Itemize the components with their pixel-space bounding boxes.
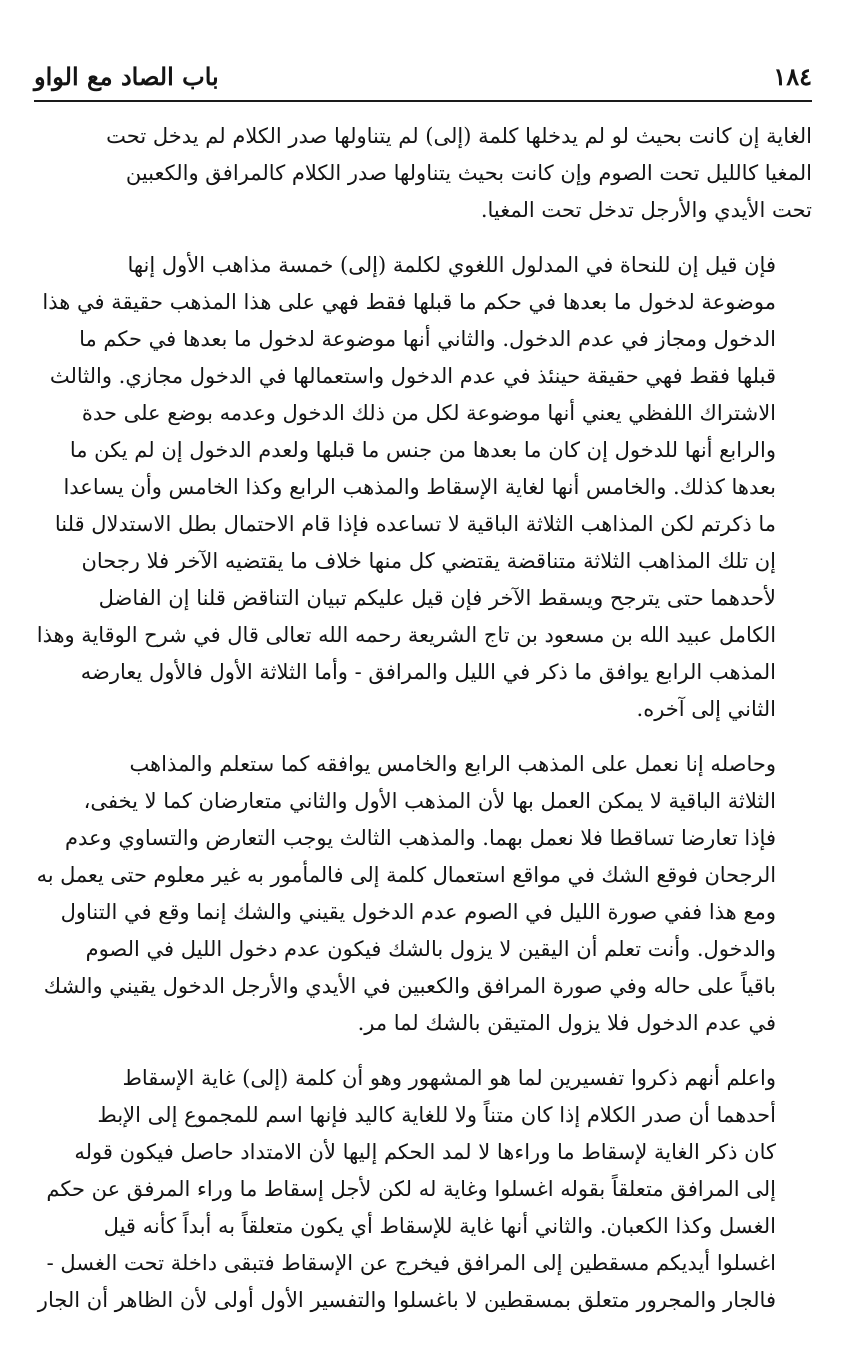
text-line: أحدهما أن صدر الكلام إذا كان متناً ولا للغاية كاليد فإنها اسم للمجموع إلى الإبط <box>97 1103 776 1127</box>
text-line: الثلاثة الباقية لا يمكن العمل بها لأن المذهب الأول والثاني متعارضان كما لا يخفى، <box>83 789 776 813</box>
text-line: فالجار والمجرور متعلق بمسقطين لا باغسلوا والتفسير الأول أولى لأن الظاهر أن الجار <box>37 1288 776 1312</box>
text-line: كان ذكر الغاية لإسقاط ما وراءها لا لمد الحكم إليها لأن الامتداد حاصل فيكون قوله <box>74 1140 776 1164</box>
text-line: الرجحان فوقع الشك في مواقع استعمال كلمة إلى فالمأمور به غير معلوم حتى يعمل به <box>36 863 776 887</box>
text-line: قبلها فقط فهي حقيقة حينئذ في عدم الدخول واستعمالها في الدخول مجازي. والثالث <box>49 364 776 388</box>
page-header <box>34 56 812 96</box>
text-line: الكامل عبيد الله بن مسعود بن تاج الشريعة رحمه الله تعالى قال في شرح الوقاية وهذا <box>36 623 776 647</box>
text-line: الغسل وكذا الكعبان. والثاني أنها غاية للإسقاط أي يكون متعلقاً به أبداً كأنه قيل <box>103 1214 776 1238</box>
text-line: موضوعة لدخول ما بعدها في حكم ما قبلها فقط فهي على هذا المذهب حقيقة في هذا <box>42 290 776 314</box>
text-line: ما ذكرتم لكن المذاهب الثلاثة الباقية لا تساعده فإذا قام الاحتمال بطل الاستدلال قلنا <box>54 512 776 536</box>
chapter-title: باب الصاد مع الواو <box>34 61 219 91</box>
paragraph <box>36 1060 812 1319</box>
text-line: إن تلك المذاهب الثلاثة متناقضة يقتضي كل منها خلاف ما يقتضيه الآخر فلا رجحان <box>81 549 776 573</box>
text-line: تحت الأيدي والأرجل تدخل تحت المغيا. <box>480 198 812 222</box>
text-line: إلى المرافق متعلقاً بقوله اغسلوا وغاية له لكن لأجل إسقاط ما وراء المرفق عن حكم <box>46 1177 776 1201</box>
text-line: والدخول. وأنت تعلم أن اليقين لا يزول بالشك فيكون عدم دخول الليل في الصوم <box>85 937 776 961</box>
text-line: والرابع أنها للدخول إن كان ما بعدها من جنس ما قبلها ولعدم الدخول إن لم يكن ما <box>69 438 776 462</box>
text-line: المغيا كالليل تحت الصوم وإن كانت بحيث يتناولها صدر الكلام كالمرافق والكعبين <box>125 161 812 185</box>
text-line: الغاية إن كانت بحيث لو لم يدخلها كلمة (إلى) لم يتناولها صدر الكلام لم يدخل تحت <box>106 124 812 148</box>
page-number: ١٨٤ <box>773 61 812 91</box>
text-line: فإن قيل إن للنحاة في المدلول اللغوي لكلمة (إلى) خمسة مذاهب الأول إنها <box>127 253 776 277</box>
text-line: وحاصله إنا نعمل على المذهب الرابع والخامس يوافقه كما ستعلم والمذاهب <box>129 752 776 776</box>
text-line: المذهب الرابع يوافق ما ذكر في الليل والمرافق - وأما الثلاثة الأول فالأول يعارضه <box>80 660 776 684</box>
text-line: واعلم أنهم ذكروا تفسيرين لما هو المشهور وهو أن كلمة (إلى) غاية الإسقاط <box>122 1066 776 1090</box>
text-line: اغسلوا أيديكم مسقطين إلى المرافق فيخرج عن الإسقاط فتبقى داخلة تحت الغسل - <box>46 1251 776 1275</box>
body-text <box>36 118 812 1358</box>
text-line: الدخول ومجاز في عدم الدخول. والثاني أنها موضوعة لدخول ما بعدها في حكم ما <box>79 327 776 351</box>
text-line: بعدها كذلك. والخامس أنها لغاية الإسقاط والمذهب الرابع وكذا الخامس وأن يساعدا <box>63 475 776 499</box>
text-line: الثاني إلى آخره. <box>636 697 776 721</box>
text-line: الاشتراك اللفظي يعني أنها موضوعة لكل من ذلك الدخول وعدمه بوضع على حدة <box>81 401 776 425</box>
paragraph <box>36 118 812 229</box>
text-line: في عدم الدخول فلا يزول المتيقن بالشك لما مر. <box>357 1011 776 1035</box>
text-line: باقياً على حاله وفي صورة المرافق والكعبين في الأيدي والأرجل الدخول يقيني والشك <box>43 974 776 998</box>
header-rule <box>34 100 812 102</box>
text-line: فإذا تعارضا تساقطا فلا نعمل بهما. والمذهب الثالث يوجب التعارض والتساوي وعدم <box>64 826 776 850</box>
text-line: ومع هذا ففي صورة الليل في الصوم عدم الدخول يقيني والشك إنما وقع في التناول <box>60 900 776 924</box>
paragraph <box>36 247 812 728</box>
paragraph <box>36 746 812 1042</box>
text-line: لأحدهما حتى يترجح ويسقط الآخر فإن قيل عليكم تبيان التناقض قلنا إن الفاضل <box>98 586 776 610</box>
